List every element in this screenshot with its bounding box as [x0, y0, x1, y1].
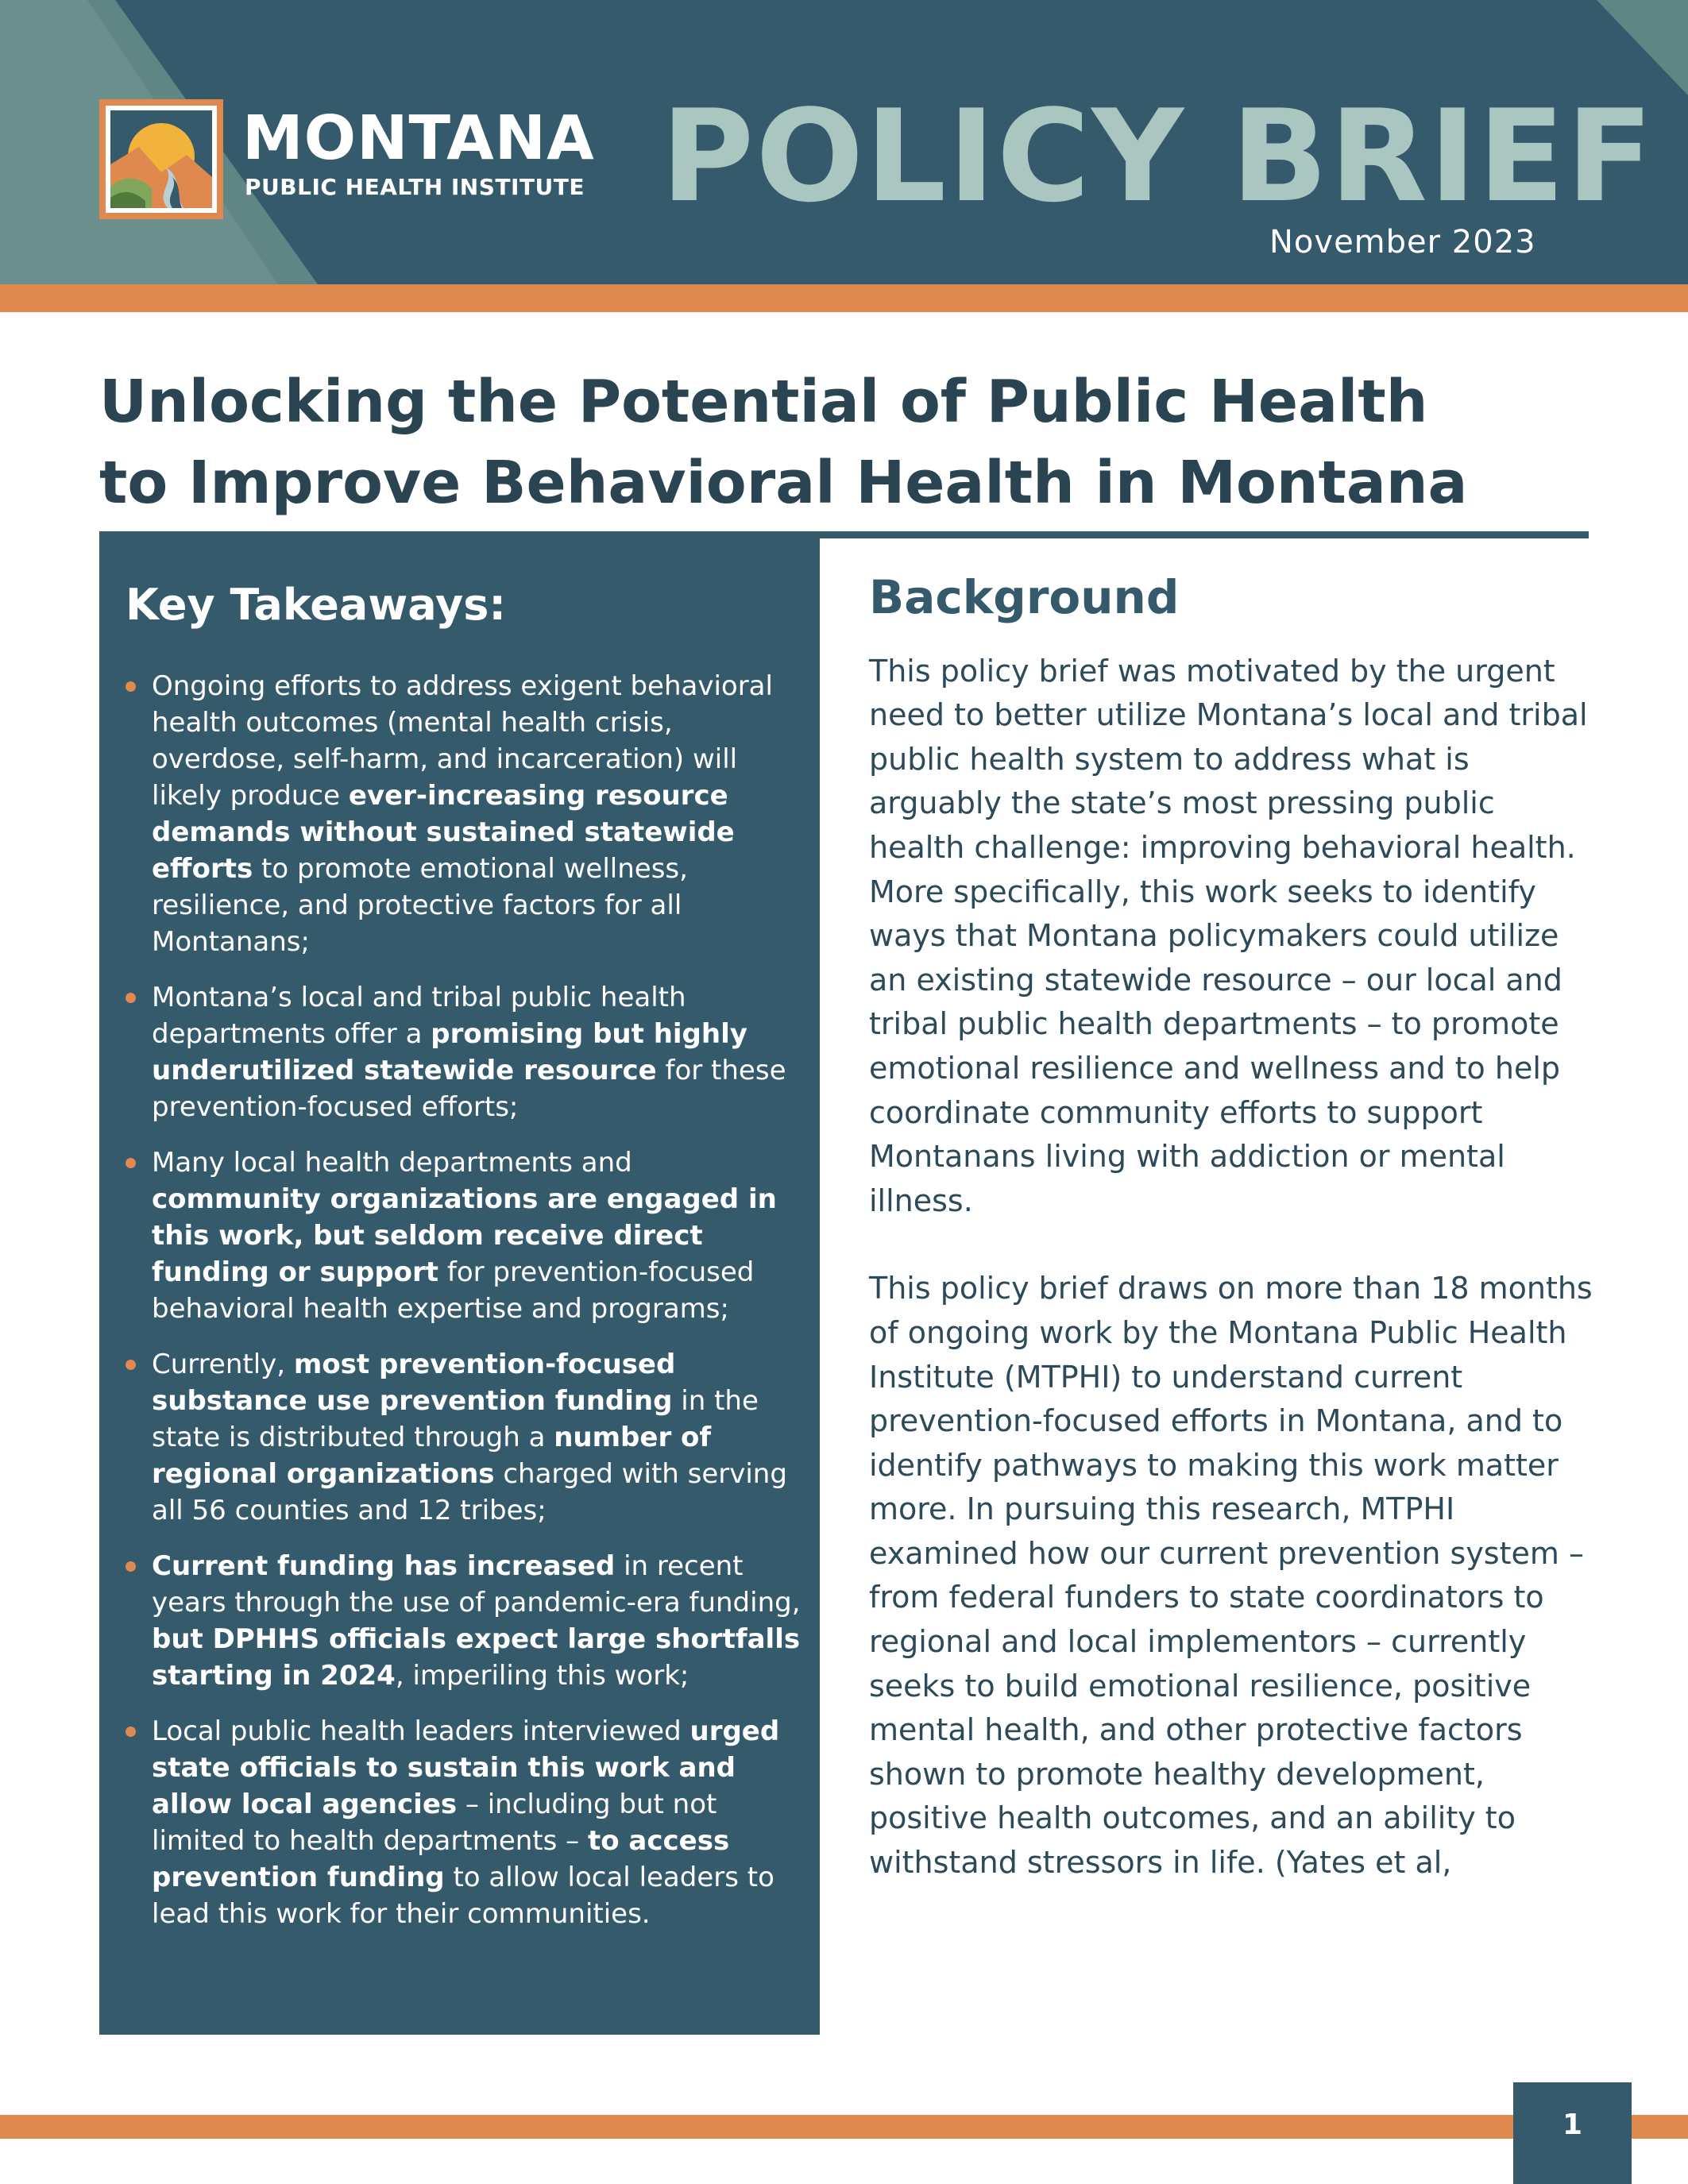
takeaway-text: in recent years through the use of pandemic-era funding,	[152, 1549, 801, 1619]
background-paragraph-1: This policy brief was motivated by the urgent need to better utilize Montana’s local and tribal public health system to address what is arguably the state’s most pressing public health challenge: improving behavioral health. More specifically, this work seeks to identify ways that Montana policymakers could utilize an existing statewide resource – our local and tribal public health departments – to promote emotional resilience and wellness and to help coordinate community efforts to support Montanans living with addiction or mental illness.	[869, 653, 1588, 1218]
org-name: MONTANA	[242, 103, 595, 174]
takeaway-emphasis: ever-increasing resource demands without sustained statewide efforts	[152, 779, 735, 885]
takeaway-emphasis: community organizations are engaged in this work, but seldom receive direct funding or support	[152, 1183, 777, 1288]
page-title-line-1: Unlocking the Potential of Public Health	[99, 368, 1428, 436]
takeaway-text: Currently,	[152, 1348, 294, 1380]
takeaway-emphasis: most prevention-focused substance use prevention funding	[152, 1348, 676, 1417]
page-title-line-2: to Improve Behavioral Health in Montana	[99, 449, 1468, 517]
logo-icon	[99, 99, 223, 219]
takeaway-text: charged with serving all 56 counties and 12 tribes;	[152, 1457, 787, 1526]
page-number: 1	[1562, 2109, 1583, 2141]
key-takeaways-list	[126, 668, 820, 1932]
bullet-icon	[126, 993, 136, 1003]
takeaway-text: Local public health leaders interviewed	[152, 1715, 690, 1747]
takeaway-text: , imperiling this work;	[395, 1659, 689, 1692]
takeaway-emphasis: promising but highly underutilized statewide resource	[152, 1017, 747, 1086]
takeaway-item	[126, 1713, 808, 1932]
bullet-icon	[126, 1158, 136, 1168]
takeaway-emphasis: urged state officials to sustain this work and allow local agencies	[152, 1715, 780, 1820]
page-title	[99, 361, 1609, 523]
takeaway-emphasis: but DPHHS officials expect large shortfalls starting in 2024	[152, 1623, 801, 1692]
key-takeaways-heading: Key Takeaways:	[126, 580, 506, 630]
takeaway-text: in the state is distributed through a	[152, 1384, 759, 1453]
bullet-icon	[126, 1727, 136, 1737]
takeaway-text: Montana’s local and tribal public health departments offer a	[152, 981, 686, 1050]
takeaway-emphasis: Current funding has increased	[152, 1549, 616, 1582]
takeaway-item	[126, 1548, 808, 1694]
background-paragraph-2: This policy brief draws on more than 18 months of ongoing work by the Montana Public Health Institute (MTPHI) to understand current prevention-focused efforts in Montana, and to identify pathways to making this work matter more. In pursuing this research, MTPHI examined how our current prevention system – from federal funders to state coordinators to regional and local implementors – currently seeks to build emotional resilience, positive mental health, and other protective factors shown to promote healthy development, positive health outcomes, and an ability to withstand stressors in life. (Yates et al,	[869, 1271, 1593, 1881]
header-accent-band	[0, 284, 1688, 312]
background-heading: Background	[869, 570, 1180, 624]
title-divider	[99, 531, 1589, 538]
footer-accent-band	[0, 2115, 1688, 2139]
takeaway-text: – including but not limited to health departments –	[152, 1788, 717, 1857]
org-subname: PUBLIC HEALTH INSTITUTE	[245, 174, 585, 200]
takeaway-item	[126, 1144, 808, 1327]
key-takeaways-panel	[99, 538, 820, 2035]
takeaway-text: for these prevention-focused efforts;	[152, 1054, 786, 1123]
takeaway-emphasis: number of regional organizations	[152, 1421, 712, 1490]
takeaway-text: for prevention-focused behavioral health expertise and programs;	[152, 1256, 755, 1325]
doc-type-title: POLICY BRIEF	[661, 82, 1655, 230]
takeaway-text: to allow local leaders to lead this work for their communities.	[152, 1861, 774, 1930]
bullet-icon	[126, 1360, 136, 1370]
takeaway-text: Ongoing efforts to address exigent behavioral health outcomes (mental health crisis, overdose, self-harm, and incarceration) will likely produce	[152, 669, 773, 812]
publication-date: November 2023	[1269, 224, 1536, 260]
takeaway-text: Many local health departments and	[152, 1146, 632, 1179]
takeaway-item	[126, 979, 808, 1125]
background-section	[869, 570, 1600, 1929]
bullet-icon	[126, 681, 136, 692]
takeaway-item	[126, 668, 808, 960]
takeaway-emphasis: to access prevention funding	[152, 1824, 730, 1893]
bullet-icon	[126, 1561, 136, 1572]
header-banner	[0, 0, 1688, 284]
takeaway-text: to promote emotional wellness, resilience, and protective factors for all Montanans;	[152, 852, 688, 958]
takeaway-item	[126, 1346, 808, 1529]
page-number-box	[1513, 2082, 1632, 2184]
